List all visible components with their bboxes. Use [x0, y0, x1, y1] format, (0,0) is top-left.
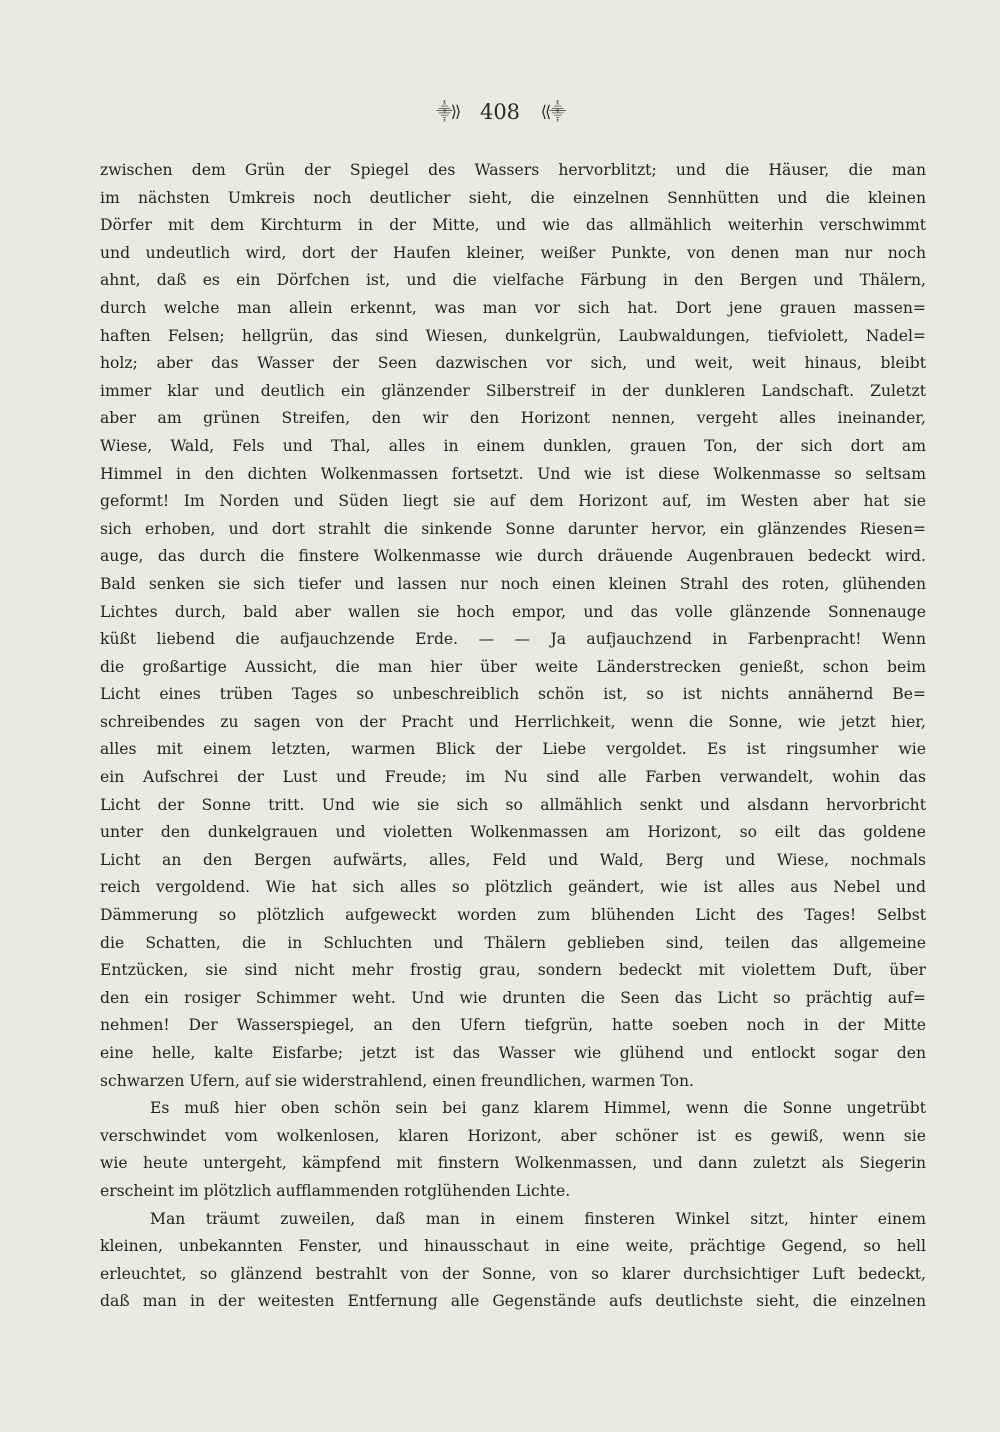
text-line: erscheint im plötzlich aufflammenden rotglühenden Lichte. — [100, 1181, 571, 1200]
text-line: eine helle, kalte Eisfarbe; jetzt ist das Wasser wie glühend und entlockt sogar den — [100, 1044, 926, 1062]
text-line: aber am grünen Streifen, den wir den Horizont nennen, vergeht alles ineinander, — [100, 409, 926, 428]
text-line: verschwindet vom wolkenlosen, klaren Horizont, aber schöner ist es gewiß, wenn sie — [100, 1126, 926, 1145]
page-header — [0, 100, 1000, 124]
text-line: Bald senken sie sich tiefer und lassen nur noch einen kleinen Strahl des roten, glühenden — [100, 574, 926, 593]
text-line: küßt liebend die aufjauchzende Erde. — — Ja aufjauchzend in Farbenpracht! Wenn — [100, 630, 926, 649]
text-line: reich vergoldend. Wie hat sich alles so plötzlich geändert, wie ist alles aus Nebel und — [100, 878, 926, 897]
text-line: nehmen! Der Wasserspiegel, an den Ufern tiefgrün, hatte soeben noch in der Mitte — [100, 1016, 926, 1035]
text-line: Wiese, Wald, Fels und Thal, alles in einem dunklen, grauen Ton, der sich dort am — [100, 436, 926, 455]
text-line: alles mit einem letzten, warmen Blick der Liebe vergoldet. Es ist ringsumher wie — [100, 740, 926, 759]
text-line: ein Aufschrei der Lust und Freude; im Nu sind alle Farben verwandelt, wohin das — [100, 768, 926, 787]
page-number: 408 — [479, 100, 521, 124]
text-line: und undeutlich wird, dort der Haufen kleiner, weißer Punkte, von denen man nur noch — [100, 243, 926, 262]
text-line: daß man in der weitesten Entfernung alle Gegenstände aufs deutlichste sieht, die einzelnen — [100, 1292, 926, 1311]
text-line: den ein rosiger Schimmer weht. Und wie drunten die Seen das Licht so prächtig auf= — [100, 988, 926, 1007]
text-line: sich erhoben, und dort strahlt die sinkende Sonne darunter hervor, ein glänzendes Riesen= — [100, 519, 926, 538]
text-line: haften Felsen; hellgrün, das sind Wiesen, dunkelgrün, Laubwaldungen, tiefviolett, Nadel= — [100, 326, 926, 345]
text-line: immer klar und deutlich ein glänzender Silberstreif in der dunkleren Landschaft. Zuletzt — [100, 381, 926, 400]
text-line: Es muß hier oben schön sein bei ganz klarem Himmel, wenn die Sonne ungetrübt — [150, 1099, 926, 1118]
text-line: wie heute untergeht, kämpfend mit finstern Wolkenmassen, und dann zuletzt als Siegerin — [100, 1154, 926, 1173]
text-line: kleinen, unbekannten Fenster, und hinausschaut in eine weite, prächtige Gegend, so hell — [100, 1237, 926, 1256]
text-line: Man träumt zuweilen, daß man in einem finsteren Winkel sitzt, hinter einem — [150, 1209, 926, 1228]
body-text — [100, 157, 926, 1316]
text-line: zwischen dem Grün der Spiegel des Wassers hervorblitzt; und die Häuser, die man — [100, 161, 926, 179]
text-line: Licht der Sonne tritt. Und wie sie sich so allmählich senkt und alsdann hervorbricht — [100, 795, 926, 814]
left-ornament: ⸎⟩⟩ — [436, 102, 460, 121]
text-line: im nächsten Umkreis noch deutlicher sieht, die einzelnen Sennhütten und die kleinen — [100, 188, 926, 207]
text-line: Himmel in den dichten Wolkenmassen fortsetzt. Und wie ist diese Wolkenmasse so seltsam — [100, 464, 926, 483]
text-line: holz; aber das Wasser der Seen dazwischen vor sich, und weit, weit hinaus, bleibt — [100, 354, 926, 373]
text-line: erleuchtet, so glänzend bestrahlt von der Sonne, von so klarer durchsichtiger Luft bedeckt, — [100, 1264, 926, 1283]
text-line: auge, das durch die finstere Wolkenmasse wie durch dräuende Augenbrauen bedeckt wird. — [100, 547, 926, 566]
text-line: unter den dunkelgrauen und violetten Wolkenmassen am Horizont, so eilt das goldene — [100, 823, 926, 842]
text-line: Licht eines trüben Tages so unbeschreiblich schön ist, so ist nichts annähernd Be= — [100, 685, 926, 704]
text-line: Lichtes durch, bald aber wallen sie hoch empor, und das volle glänzende Sonnenauge — [100, 602, 926, 621]
text-line: geformt! Im Norden und Süden liegt sie auf dem Horizont auf, im Westen aber hat sie — [100, 492, 926, 511]
text-line: Licht an den Bergen aufwärts, alles, Feld und Wald, Berg und Wiese, nochmals — [100, 850, 926, 869]
text-line: ahnt, daß es ein Dörfchen ist, und die vielfache Färbung in den Bergen und Thälern, — [100, 271, 926, 290]
right-ornament: ⟨⟨⸎ — [540, 102, 564, 121]
text-line: schwarzen Ufern, auf sie widerstrahlend, einen freundlichen, warmen Ton. — [100, 1071, 694, 1090]
text-line: Dörfer mit dem Kirchturm in der Mitte, und wie das allmählich weiterhin verschwimmt — [100, 216, 926, 235]
text-line: durch welche man allein erkennt, was man vor sich hat. Dort jene grauen massen= — [100, 298, 926, 317]
text-line: die großartige Aussicht, die man hier über weite Länderstrecken genießt, schon beim — [100, 657, 926, 676]
text-line: Entzücken, sie sind nicht mehr frostig grau, sondern bedeckt mit violettem Duft, über — [100, 961, 926, 980]
text-line: schreibendes zu sagen von der Pracht und Herrlichkeit, wenn die Sonne, wie jetzt hier, — [100, 712, 926, 731]
text-line: Dämmerung so plötzlich aufgeweckt worden zum blühenden Licht des Tages! Selbst — [100, 906, 926, 925]
text-line: die Schatten, die in Schluchten und Thälern geblieben sind, teilen das allgemeine — [100, 933, 926, 952]
